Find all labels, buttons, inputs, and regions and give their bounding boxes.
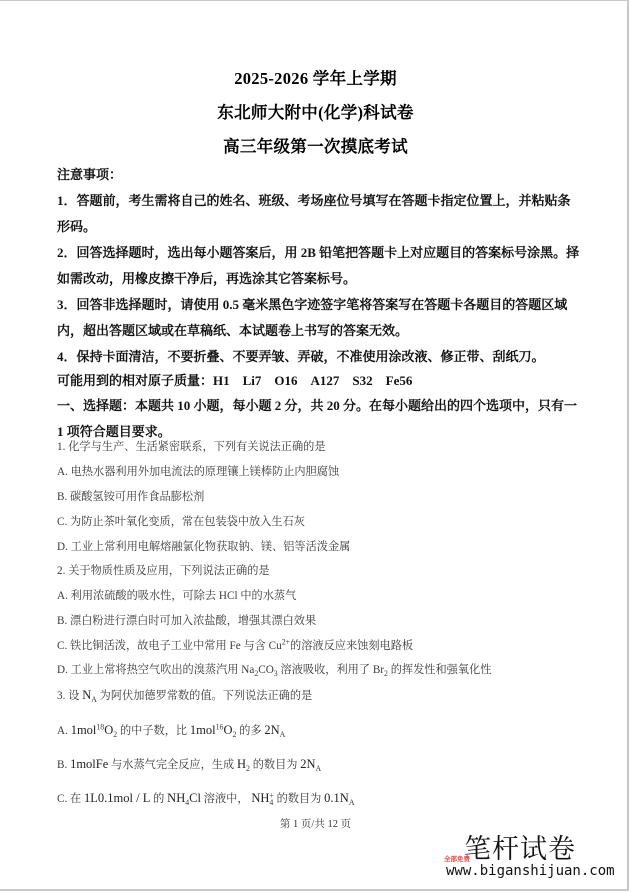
symbol: 0.1N	[324, 791, 349, 805]
section-heading: 一、选择题：本题共 10 小题，每小题 2 分，共 20 分。在每小题给出的四个选项中，只有一	[57, 398, 578, 413]
question-1-option-c: C. 为防止茶叶氧化变质，常在包装袋中放入生石灰	[57, 516, 305, 528]
symbol: O	[223, 723, 233, 737]
text: 的	[150, 793, 168, 805]
text: D. 工业上常将热空气吹出的溴蒸汽用 Na	[57, 664, 255, 676]
note-line: 形码。	[57, 219, 97, 234]
text: CO	[258, 664, 274, 676]
symbol: O	[104, 723, 114, 737]
subscript: 4	[185, 798, 190, 808]
section-heading-cont: 1 项符合题目要求。	[57, 424, 171, 439]
text: C. 在	[57, 793, 85, 805]
text: A.	[57, 725, 71, 737]
symbol: 1L0.1mol / L	[84, 791, 151, 805]
text: 溶液中，	[200, 793, 252, 805]
question-1-option-a: A. 电热水器利用外加电流法的原理镶上镁棒防止内胆腐蚀	[57, 466, 340, 478]
superscript: +	[269, 790, 274, 800]
symbol: 1mol	[70, 723, 97, 737]
subscript: 2	[232, 730, 237, 740]
symbol: 2N	[264, 723, 280, 737]
question-1-option-d: D. 工业上常利用电解熔融氯化物获取钠、镁、铝等活泼金属	[57, 541, 351, 553]
text: B.	[57, 759, 71, 771]
question-3-stem	[57, 687, 312, 703]
subscript: 2	[245, 764, 250, 774]
watermark-tag: 全部免费	[444, 855, 470, 863]
note-line: 1．答题前，考生需将自己的姓名、班级、考场座位号填写在答题卡指定位置上，并粘贴条	[57, 193, 571, 208]
watermark-brand: 笔杆试卷	[464, 834, 576, 865]
note-line: 3．回答非选择题时，请使用 0.5 毫米黑色字迹签字笔将答案写在答题卡各题目的答题区域	[57, 297, 568, 312]
question-2-stem: 2. 关于物质性质及应用，下列说法正确的是	[57, 565, 270, 577]
question-2-option-d	[57, 661, 491, 677]
symbol: Cl	[189, 791, 201, 805]
text: 与水蒸气完全反应，生成	[108, 759, 237, 771]
atomic-masses: 可能用到的相对原子质量：H1 Li7 O16 A127 S32 Fe56	[57, 373, 413, 388]
text: C. 铁比铜活泼，故电子工业中常用 Fe 与含 Cu	[57, 640, 282, 652]
subscript: A	[348, 798, 355, 808]
text: 的中子数，比	[117, 725, 190, 737]
symbol: NH	[251, 791, 270, 805]
page-indicator: 第 1 页/共 12 页	[279, 819, 352, 830]
exam-year-title: 2025-2026 学年上学期	[234, 69, 397, 88]
note-line: 内，超出答题区域或在草稿纸、本试题卷上书写的答案无效。	[57, 323, 409, 338]
exam-school-title: 东北师大附中(化学)科试卷	[217, 103, 414, 122]
exam-name-title: 高三年级第一次摸底考试	[223, 137, 408, 156]
superscript: 18	[96, 722, 105, 732]
symbol: N	[82, 688, 92, 702]
watermark-logo	[444, 827, 624, 887]
subscript: 3	[273, 669, 278, 679]
question-3-option-c	[57, 790, 354, 807]
superscript: 16	[215, 722, 224, 732]
question-3-option-a	[57, 722, 285, 738]
question-1-option-b: B. 碳酸氢铵可用作食品膨松剂	[57, 491, 205, 503]
symbol: H	[236, 757, 246, 771]
text: 的溶液反应来蚀刻电路板	[290, 640, 414, 652]
subscript: 2	[254, 669, 259, 679]
subscript: 4	[269, 798, 274, 808]
superscript: 2+	[281, 637, 291, 647]
symbol: 2N	[300, 757, 316, 771]
question-2-option-a: A. 利用浓硫酸的吸水性，可除去 HCl 中的水蒸气	[57, 590, 297, 602]
text: 的数目为	[273, 793, 325, 805]
symbol: 1molFe	[70, 757, 109, 771]
question-3-option-b	[57, 756, 321, 772]
text: 的数目为	[249, 759, 301, 771]
text: 溶液吸收，利用了 Br	[277, 664, 385, 676]
text: 的挥发性和强氧化性	[387, 664, 492, 676]
symbol: 1mol	[189, 723, 216, 737]
watermark-url: www.biganshijuan.com	[446, 863, 615, 879]
text: 的多	[236, 725, 265, 737]
subscript: 2	[384, 669, 388, 679]
text: 为阿伏加德罗常数的值。下列说法正确的是	[96, 690, 313, 702]
note-line: 如需改动，用橡皮擦干净后，再选涂其它答案标号。	[57, 271, 357, 286]
note-line: 2．回答选择题时，选出每小题答案后，用 2B 铅笔把答题卡上对应题目的答案标号涂黑。择	[57, 245, 580, 260]
subscript: A	[315, 764, 322, 774]
text: 3. 设	[57, 690, 83, 702]
subscript: A	[91, 695, 97, 705]
question-2-option-b: B. 漂白粉进行漂白时可加入浓盐酸，增强其漂白效果	[57, 615, 317, 627]
question-2-option-c	[57, 637, 413, 653]
subscript: 2	[113, 730, 118, 740]
subscript: A	[279, 730, 286, 740]
symbol: NH	[167, 791, 186, 805]
notes-heading: 注意事项：	[57, 167, 123, 182]
note-line: 4．保持卡面清洁，不要折叠、不要弄皱、弄破，不准使用涂改液、修正带、刮纸刀。	[57, 349, 545, 364]
question-1-stem: 1. 化学与生产、生活紧密联系，下列有关说法正确的是	[57, 441, 326, 453]
